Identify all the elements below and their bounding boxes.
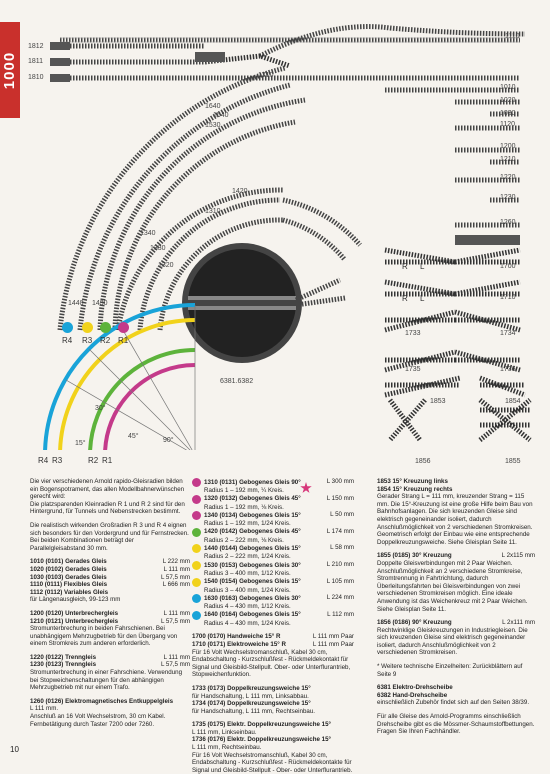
- label-1733: 1733: [405, 330, 421, 337]
- label-1856: 1856: [415, 458, 431, 465]
- label-1120: 1120: [500, 121, 516, 128]
- label-1812: 1812: [28, 43, 44, 50]
- radius-marker-icon: [192, 495, 201, 504]
- curve-radius: Radius 3 – 400 mm, 1/24 Kreis.: [204, 586, 291, 594]
- intro-paragraph-3: Die realistisch wirkenden Großradien R 3 und R 4 eignen sich besonders für den Vordergrund und für Fernstrecken.: [30, 521, 189, 537]
- bottom-r3: R3: [52, 456, 63, 465]
- item-row: 1855 (0185) 30° Kreuzung L 2x115 mm: [377, 552, 535, 560]
- curve-item: 1640 (0164) Gebogenes Gleis 15° L 112 mm: [192, 611, 354, 620]
- radius-marker-icon: [192, 611, 201, 620]
- label-l-1710: L: [420, 294, 425, 303]
- radius-marker-icon: [192, 544, 201, 553]
- intro-paragraph-1: Die vier verschiedenen Arnold rapido-Gleisradien bilden ein Bogenspotrament, das allen Modellbahnerwünschen gerecht wird:: [30, 478, 185, 501]
- label-1440: 1440: [68, 300, 84, 307]
- radius-marker-icon: [192, 528, 201, 537]
- crossings-1856-1855: [390, 400, 530, 440]
- radius-marker-icon: [192, 578, 201, 587]
- angle-45: 45°: [128, 433, 139, 440]
- turntable: [182, 243, 302, 363]
- item-row: 1010 (0101) Gerades Gleis L 222 mm: [30, 558, 190, 566]
- technical-note: * Weitere technische Einzelheiten: Zurückblättern auf Seite 9: [377, 663, 523, 678]
- label-1010: 1010: [500, 84, 516, 91]
- curve-item: 1340 (0134) Gebogenes Gleis 15° L 50 mm: [192, 511, 354, 520]
- label-1530: 1530: [205, 122, 221, 129]
- uncoupler-1260: [455, 235, 520, 245]
- crossings-1853-1854: [385, 378, 525, 395]
- crossing-1855-text: Doppelte Gleisverbindungen mit 2 Paar Weichen. Anschlußmöglichkeit an 2 verschiedene Stromkreise, Stromtrennung in Fahrtrichtung, dadurch Überleitungsfahrten bei Gleisverbindungen von zwei verschiedenen Stromkreisen möglich. Eine ideale Anwendung ist das Weichenkreuz mit 2 Paar Weichen. Siehe Gleisplan Seite 11.: [377, 559, 528, 613]
- item-row: 1030 (0103) Gerades Gleis L 57,5 mm: [30, 573, 190, 581]
- label-r-1710: R: [402, 294, 408, 303]
- curve-radius: Radius 2 – 222 mm, 1/24 Kreis.: [204, 553, 291, 561]
- curve-item: 1420 (0142) Gebogenes Gleis 45° L 174 mm: [192, 528, 354, 537]
- label-1810: 1810: [28, 74, 44, 81]
- item-1735: 1735 (0175) Elektr. Doppelkreuzungsweiche 15°: [192, 721, 332, 729]
- crossing-1856-text: Rechtwinklige Gleiskreuzungen in Industriegleisen. Die sich kreuzenden Gleise sind elektrisch gegeneinander isoliert, dadurch Anschlußmöglichkeit von 2 verschiedenen Stromkreisen.: [377, 626, 528, 657]
- item-row: 1700 (0170) Handweiche 15° R L 111 mm Paar: [192, 633, 354, 641]
- item-1854: 1854 15° Kreuzung rechts: [377, 485, 453, 493]
- item-row: 1856 (0186) 90° Kreuzung L 2x111 mm: [377, 619, 535, 627]
- label-1700: 1700: [500, 263, 516, 270]
- radius-marker-icon: [192, 594, 201, 603]
- label-r1: R1: [118, 336, 129, 345]
- label-1540: 1540: [213, 112, 229, 119]
- angle-30: 30°: [95, 405, 106, 412]
- item-1733-text: für Handschaltung, L 111 mm, Linksabbau.: [192, 692, 309, 700]
- curve-radius: Radius 2 – 222 mm, ⅛ Kreis.: [204, 536, 284, 544]
- item-1736-text: L 111 mm, Rechtseinbau.: [192, 744, 262, 752]
- item-1734: 1734 (0174) Doppelkreuzungsweiche 15°: [192, 700, 311, 708]
- label-1230: 1230: [500, 194, 516, 201]
- radius-marker-icon: [192, 511, 201, 520]
- double-slips: [385, 312, 520, 370]
- label-1710-top: 1710: [258, 72, 274, 79]
- intro-paragraph-4: Bei beiden Kombinationen beträgt der Parallelgleisabstand 30 mm.: [30, 537, 134, 552]
- buffer-1810: [50, 74, 70, 82]
- item-row: 1710 (0171) Elektroweiche 15° R L 111 mm Paar: [192, 640, 354, 648]
- radius-dot-r3: [82, 322, 93, 333]
- label-r2: R2: [100, 336, 111, 345]
- turntable-text: einschließlich Zubehör findet sich auf den Seiten 38/39.: [377, 699, 530, 707]
- item-6382: 6382 Hand-Drehscheibe: [377, 691, 448, 699]
- item-1734-text: für Handschaltung, L 111 mm, Rechtseinbau.: [192, 707, 316, 715]
- curve-item: 1320 (0132) Gebogenes Gleis 45° L 150 mm: [192, 495, 354, 504]
- label-1110: 1110: [505, 33, 520, 40]
- label-1320: 1320: [158, 262, 174, 269]
- flex-track: [260, 27, 525, 56]
- item-1260-length: L 111 mm.: [30, 705, 59, 713]
- radius-marker-icon: [192, 478, 201, 487]
- buffer-1811: [50, 58, 70, 66]
- label-1310: 1310: [205, 208, 221, 215]
- curve-radius: Radius 1 – 192 mm, ⅛ Kreis.: [204, 503, 284, 511]
- catalog-tab-label: 1000: [1, 51, 19, 89]
- unterbrecher-text: Stromunterbrechung in beiden Fahrschienen. Bei unabhängigem Mehrzugbetrieb für den Übergang von einem Stromkreis zum anderen erforderlich.: [30, 625, 178, 648]
- curve-radius: Radius 4 – 430 mm, 1/24 Kreis.: [204, 619, 291, 627]
- label-1420: 1420: [232, 188, 248, 195]
- switches-1710: [385, 282, 520, 294]
- item-row: 1210 (0121) Unterbrechergleis L 57,5 mm: [30, 617, 190, 625]
- item-1260-title: 1260 (0126) Elektromagnetisches Entkuppelgleis: [30, 697, 174, 705]
- label-1260: 1260: [500, 219, 516, 226]
- label-1340: 1340: [140, 230, 156, 237]
- angle-90: 90°: [163, 437, 174, 444]
- label-1736: 1736: [500, 366, 516, 373]
- item-1735-text: L 111 mm, Linkseinbau.: [192, 728, 257, 736]
- bottom-r4: R4: [38, 456, 49, 465]
- label-r-1700: R: [402, 262, 408, 271]
- curve-item: 1630 (0163) Gebogenes Gleis 30° L 224 mm: [192, 594, 354, 603]
- label-1640: 1640: [205, 103, 221, 110]
- label-turntable: 6381.6382: [220, 378, 254, 385]
- page-number: 10: [10, 745, 19, 754]
- item-6381: 6381 Elektro-Drehscheibe: [377, 684, 453, 692]
- label-1210: 1210: [500, 156, 516, 163]
- variable-note: für Längenausgleich, 99-123 mm: [30, 596, 121, 604]
- label-1200: 1200: [500, 143, 516, 150]
- radius-dot-r4: [62, 322, 73, 333]
- curve-item: 1540 (0154) Gebogenes Gleis 15° L 105 mm: [192, 578, 354, 587]
- curve-item: 1310 (0131) Gebogenes Gleis 90° L 300 mm: [192, 478, 354, 487]
- item-row: 1230 (0123) Trenngleis L 57,5 mm: [30, 661, 190, 669]
- left-text-column: [30, 478, 190, 728]
- item-row: 1020 (0102) Gerades Gleis L 111 mm: [30, 565, 190, 573]
- label-1020: 1020: [500, 97, 516, 104]
- angle-15: 15°: [75, 440, 86, 447]
- item-row: 1200 (0120) Unterbrechergleis L 111 mm: [30, 609, 190, 617]
- item-1260-text: Anschluß an 16 Volt Wechselstrom, 30 cm Kabel. Fernbetätigung durch Taster 7200 oder 7260.: [30, 713, 166, 728]
- label-1735: 1735: [405, 366, 421, 373]
- switches-1700: [385, 250, 520, 262]
- label-r3: R3: [82, 336, 93, 345]
- curve-radius: Radius 4 – 430 mm, 1/12 Kreis.: [204, 603, 291, 611]
- curve-item: 1440 (0144) Gebogenes Gleis 15° L 58 mm: [192, 544, 354, 553]
- bottom-r1: R1: [102, 456, 113, 465]
- label-1220: 1220: [500, 174, 516, 181]
- item-1733: 1733 (0173) Doppelkreuzungsweiche 15°: [192, 684, 311, 692]
- buffer-1812: [50, 42, 70, 50]
- radius-dot-r2: [100, 322, 111, 333]
- label-1330: 1330: [150, 245, 166, 252]
- item-row: 1112 (0112) Variables Gleis: [30, 588, 109, 596]
- radius-marker-icon: [192, 561, 201, 570]
- label-1853: 1853: [430, 398, 446, 405]
- label-1734: 1734: [500, 330, 516, 337]
- label-r4: R4: [62, 336, 73, 345]
- item-1736-text2: Für 16 Volt Wechselstromanschluß, Kabel 30 cm, Endabschaltung - Kurzschlußfest - Rückmeldekontakte für Signal und Gleisbild-Stellpult - Ober- oder Unterflurantrieb.: [192, 751, 353, 774]
- label-1811: 1811: [28, 58, 44, 65]
- bottom-r2: R2: [88, 456, 99, 465]
- right-text-column: [377, 478, 535, 736]
- curve-radius: Radius 3 – 400 mm, 1/12 Kreis.: [204, 569, 291, 577]
- trenn-text: Stromunterbrechung in einer Fahrschiene. Verwendung bei Stopweichenschaltungen für den abhängigen Mehrzugbetrieb mit nur einem Trafo.: [30, 669, 183, 692]
- label-l-1700: L: [420, 262, 425, 271]
- item-1736: 1736 (0176) Elektr. Doppelkreuzungsweiche 15°: [192, 736, 332, 744]
- label-1430: 1430: [92, 300, 108, 307]
- radius-dot-r1: [118, 322, 129, 333]
- bedding-text: Für alle Gleise des Arnold-Programms einschließlich Drehscheibe gibt es die Mössmer-Schaumstoffbettungen. Fragen Sie Ihren Fachhändler.: [377, 713, 535, 736]
- intro-paragraph-2: Die platzsparenden Kleinradien R 1 und R 2 sind für den Hintergrund, für Tunnels und Nebenstrecken bestimmt.: [30, 500, 185, 516]
- curve-item: 1530 (0153) Gebogenes Gleis 30° L 210 mm: [192, 561, 354, 570]
- switch-1710-text: Für 16 Volt Wechselstromanschluß, Kabel 30 cm, Endabschaltung - Kurzschlußfest - Rückmeldekontakt für Signal und Gleisbild-Stellpult. Ober- oder Unterflurantrieb, Stopweichenfunktion.: [192, 648, 351, 679]
- label-1710: 1710: [500, 294, 516, 301]
- middle-text-column: [192, 478, 354, 774]
- curve-radius: Radius 1 – 192 mm, 1/24 Kreis.: [204, 520, 291, 528]
- item-1853: 1853 15° Kreuzung links: [377, 478, 448, 485]
- label-1030: 1030: [500, 110, 516, 117]
- crossing-text: Gerader Strang L = 111 mm, kreuzender Strang = 115 mm. Die 15°-Kreuzung ist eine große Hilfe beim Bau von Bahnhofsanlagen. Die sich kreuzenden Gleise sind elektrisch gegeneinander isoliert, dadurch Anschlußmöglichkeit von 2 verschiedenen Stromkreisen. Geometrisch erfolgt der Einbau wie eine entsprechende Doppelkreuzungsweiche. Siehe Gleisplan Seite 11.: [377, 493, 533, 546]
- curve-radius: Radius 1 – 192 mm, ¼ Kreis.: [204, 487, 284, 494]
- item-row: 1110 (0111) Flexibles Gleis L 666 mm: [30, 581, 190, 589]
- item-row: 1220 (0122) Trenngleis L 111 mm: [30, 653, 190, 661]
- label-1855: 1855: [505, 458, 521, 465]
- label-1854: 1854: [505, 398, 521, 405]
